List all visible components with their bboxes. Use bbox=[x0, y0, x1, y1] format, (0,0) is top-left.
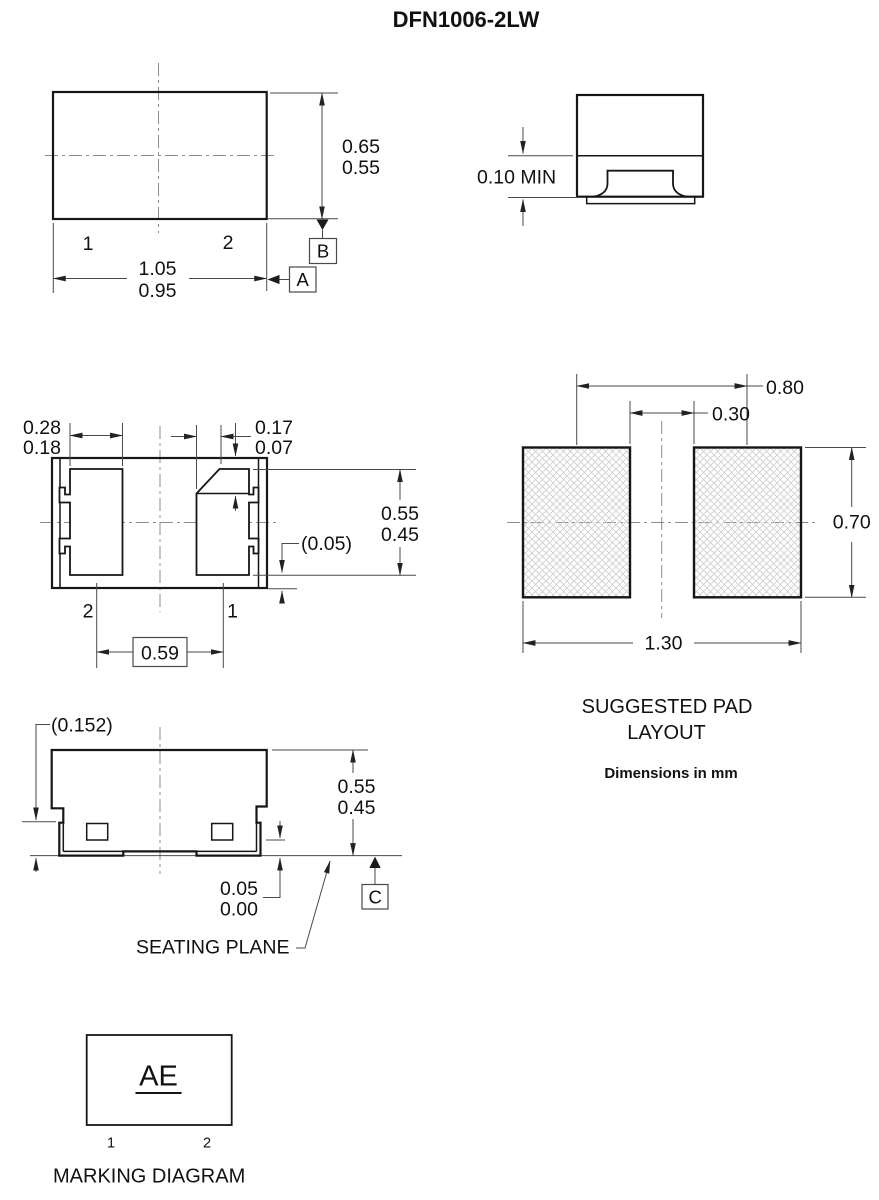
dim-width-max: 1.05 bbox=[138, 258, 177, 280]
datum-a bbox=[268, 267, 317, 292]
land-pad-left bbox=[523, 448, 630, 598]
pin-2-label: 2 bbox=[82, 600, 94, 623]
top-view bbox=[45, 63, 380, 302]
dim-edge-gap bbox=[282, 533, 352, 603]
dim-overall-width: 1.30 bbox=[644, 632, 683, 655]
dim-center-span bbox=[577, 374, 804, 445]
bottom-view bbox=[23, 417, 419, 668]
dim-height-max: 0.55 bbox=[337, 776, 376, 798]
side-view bbox=[477, 95, 703, 226]
pad-layout-caption-line1: SUGGESTED PAD bbox=[581, 696, 753, 718]
dim-standoff-min: 0.00 bbox=[220, 898, 258, 921]
dim-pad-width-min: 0.18 bbox=[23, 437, 61, 459]
terminal-recess-outline bbox=[593, 171, 688, 197]
pad-layout-view bbox=[507, 374, 871, 782]
datum-c bbox=[362, 857, 388, 909]
pin-2-label: 2 bbox=[222, 232, 234, 254]
dim-width-min: 0.95 bbox=[138, 280, 177, 302]
dim-pad-length-min: 0.45 bbox=[381, 524, 419, 546]
side-profile-outline bbox=[52, 750, 267, 856]
dim-standoff-max: 0.05 bbox=[220, 878, 258, 900]
dim-gap bbox=[630, 401, 750, 444]
datum-c-label: C bbox=[368, 886, 382, 908]
dim-pad-height: 0.70 bbox=[832, 511, 871, 534]
terminal-pad-1 bbox=[197, 469, 259, 575]
terminal-end-left bbox=[87, 824, 108, 841]
land-pad-right bbox=[694, 448, 801, 598]
marking-diagram bbox=[53, 1035, 245, 1188]
dim-lead-thickness bbox=[22, 715, 113, 873]
dim-pad-length-max: 0.55 bbox=[381, 503, 419, 525]
dim-lead-thickness-ref: (0.152) bbox=[51, 714, 113, 737]
datum-b-label: B bbox=[316, 240, 330, 262]
datum-a-label: A bbox=[296, 269, 309, 290]
dim-pad-pitch: 0.59 bbox=[141, 642, 179, 665]
dim-chamfer-min: 0.07 bbox=[255, 437, 293, 459]
dim-pad-width-max: 0.28 bbox=[23, 417, 61, 439]
datum-b bbox=[310, 220, 337, 264]
dim-standoff bbox=[220, 821, 285, 921]
seating-plane-view bbox=[22, 715, 402, 959]
units-note: Dimensions in mm bbox=[604, 765, 738, 782]
terminal-end-right bbox=[212, 824, 233, 841]
seating-plane-label: SEATING PLANE bbox=[136, 936, 290, 959]
page-title: DFN1006-2LW bbox=[392, 7, 540, 32]
dim-height-min: 0.45 bbox=[337, 797, 376, 819]
pin-1-label: 1 bbox=[82, 233, 94, 255]
dim-pad-length bbox=[253, 470, 419, 589]
dim-terminal-height bbox=[477, 127, 584, 226]
dim-overall-width bbox=[523, 601, 801, 655]
dim-height-max: 0.65 bbox=[342, 136, 380, 158]
marking-caption: MARKING DIAGRAM bbox=[53, 1165, 246, 1188]
dim-body-height bbox=[268, 93, 380, 219]
marking-pin1-label: 1 bbox=[106, 1135, 116, 1152]
dim-terminal-min: 0.10 MIN bbox=[477, 166, 557, 189]
marking-code: AE bbox=[139, 1060, 178, 1093]
dim-edge-gap-ref: (0.05) bbox=[301, 533, 352, 555]
dim-body-height bbox=[272, 750, 376, 856]
pad-layout-caption-line2: LAYOUT bbox=[627, 722, 706, 744]
dim-gap: 0.30 bbox=[712, 403, 750, 426]
dim-height-min: 0.55 bbox=[342, 157, 380, 179]
dim-center-span: 0.80 bbox=[766, 377, 804, 399]
pin-1-label: 1 bbox=[227, 600, 238, 623]
dim-chamfer-max: 0.17 bbox=[255, 417, 293, 439]
side-body-outline bbox=[577, 95, 703, 197]
marking-pin2-label: 2 bbox=[202, 1135, 212, 1152]
